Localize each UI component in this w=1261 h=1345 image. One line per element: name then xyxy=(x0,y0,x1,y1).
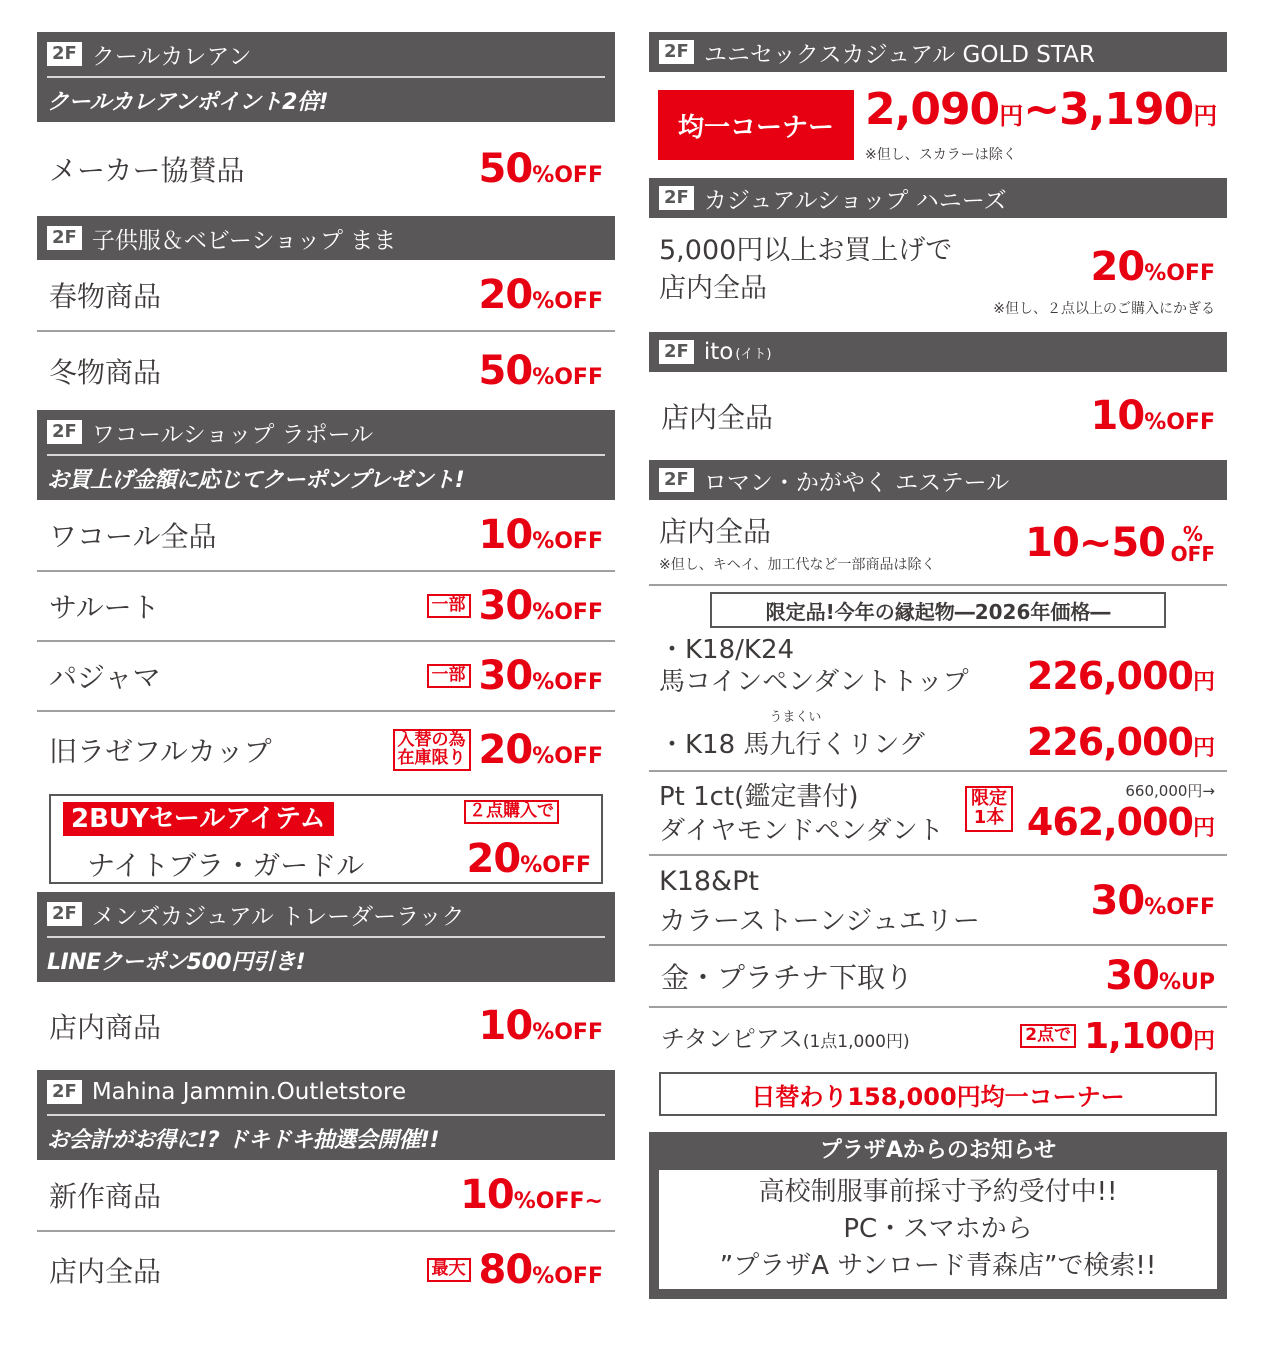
discount-value: 30 %OFF xyxy=(1090,878,1215,924)
sale-row xyxy=(649,856,1227,946)
discount-value: 20 %OFF xyxy=(478,272,603,318)
shop-header xyxy=(37,410,615,500)
shop-wacoal xyxy=(37,410,615,884)
twobuy-ribbon: 2BUYセールアイテム xyxy=(63,802,334,836)
sale-row xyxy=(649,1008,1227,1064)
sale-row xyxy=(37,572,615,642)
item-name: ・K18/K24 馬コインペンダントトップ xyxy=(659,635,969,697)
discount-value: 30 %OFF xyxy=(478,653,603,699)
tradein-value: 30 %UP xyxy=(1105,953,1215,999)
item-name: メーカー協賛品 xyxy=(49,154,245,187)
shop-esteel xyxy=(649,460,1227,1116)
even-price-block xyxy=(649,72,1227,178)
sale-row xyxy=(37,260,615,332)
shop-name: ロマン・かがやく エステール xyxy=(703,469,1010,496)
price-range: 2,090 円 ~ 3,190 円 xyxy=(865,84,1218,135)
shop-header xyxy=(649,178,1227,218)
twobuy-box xyxy=(49,794,603,884)
two-item-tag: ２点購入で xyxy=(464,800,559,824)
shop-header xyxy=(649,32,1227,72)
left-column xyxy=(37,32,615,1308)
discount-value: 10 %OFF xyxy=(478,1003,603,1049)
shop-header xyxy=(649,332,1227,372)
discount-value: 50 %OFF xyxy=(478,146,603,192)
shop-promo: お買上げ金額に応じてクーポンプレゼント! xyxy=(47,454,605,500)
discount-value: 80 %OFF xyxy=(478,1247,603,1293)
price-value: 226,000 円 xyxy=(1026,720,1215,764)
discount-value: 50 %OFF xyxy=(478,348,603,394)
item-name: ナイトブラ・ガードル xyxy=(87,849,365,882)
item-name: Pt 1ct(鑑定書付) ダイヤモンドペンダント xyxy=(659,782,944,846)
sale-row xyxy=(37,712,615,788)
shop-name: Mahina Jammin.Outletstore xyxy=(91,1079,407,1105)
right-column xyxy=(649,32,1227,1299)
floor-badge: 2F xyxy=(47,420,82,444)
price-note: ※但し、スカラーは除く xyxy=(865,147,1017,163)
shop-name: メンズカジュアル トレーダーラック xyxy=(91,903,465,930)
sale-row xyxy=(649,946,1227,1008)
sale-row xyxy=(37,332,615,410)
two-pieces-tag: 2点で xyxy=(1020,1024,1076,1048)
shop-header xyxy=(37,892,615,982)
discount-value: 20 %OFF xyxy=(478,727,603,773)
notice-title: プラザAからのお知らせ xyxy=(819,1138,1057,1163)
floor-badge: 2F xyxy=(47,902,82,926)
item-name: 旧ラゼフルカップ xyxy=(49,735,272,768)
notice-body: 高校制服事前採寸予約受付中!! PC・スマホから ”プラザA サンロード青森店”で検索!! xyxy=(659,1170,1217,1289)
shop-name: ito xyxy=(703,339,734,365)
item-name: パジャマ xyxy=(49,661,161,694)
price-value: 462,000 円 xyxy=(1026,800,1215,844)
item-name: サルート xyxy=(49,591,160,624)
item-name: 店内全品 xyxy=(661,401,774,434)
original-price: 660,000円→ xyxy=(1125,782,1215,800)
shop-name: カジュアルショップ ハニーズ xyxy=(703,187,1007,214)
sale-row xyxy=(37,1232,615,1308)
price-value: 1,100 円 xyxy=(1084,1015,1215,1057)
sale-row xyxy=(37,982,615,1070)
product-row xyxy=(649,772,1227,856)
item-name: 5,000円以上お買上げで 店内全品 xyxy=(659,235,953,304)
partial-tag: 一部 xyxy=(427,664,471,688)
item-name: K18&Pt カラーストーンジュエリー xyxy=(659,866,980,937)
limited-one-tag: 限定 1本 xyxy=(965,786,1013,832)
shop-coolcarean xyxy=(37,32,615,216)
sale-row xyxy=(37,1160,615,1232)
discount-value: 10 %OFF~ xyxy=(460,1172,603,1218)
shop-mama xyxy=(37,216,615,410)
shop-promo: お会計がお得に!? ドキドキ抽選会開催!! xyxy=(47,1114,605,1160)
partial-tag: 一部 xyxy=(427,594,471,618)
item-name: 新作商品 xyxy=(49,1180,162,1213)
floor-badge: 2F xyxy=(47,226,82,250)
item-name: ・K18 うまくい 馬九行くリング xyxy=(659,724,925,761)
floor-badge: 2F xyxy=(659,186,694,210)
discount-value: 10 %OFF xyxy=(478,512,603,558)
product-row xyxy=(649,628,1227,700)
item-name: 春物商品 xyxy=(49,280,162,313)
shop-goldstar xyxy=(649,32,1227,178)
floor-badge: 2F xyxy=(47,42,82,66)
item-name: 店内全品 xyxy=(49,1255,162,1288)
discount-value: 20 %OFF xyxy=(466,836,591,882)
sale-row xyxy=(37,500,615,572)
sale-row xyxy=(37,122,615,216)
even-corner-label: 均一コーナー xyxy=(658,90,854,160)
shop-name: ユニセックスカジュアル GOLD STAR xyxy=(703,41,1095,68)
item-name: 金・プラチナ下取り xyxy=(661,961,914,994)
limited-title: 限定品!今年の縁起物―2026年価格― xyxy=(710,592,1166,628)
shop-promo: クールカレアンポイント2倍! xyxy=(47,76,605,122)
shop-header xyxy=(37,216,615,260)
notice-box xyxy=(649,1132,1227,1299)
percent-off-label: % OFF xyxy=(1170,522,1215,566)
discount-value: 10~50 xyxy=(1025,520,1165,566)
shop-name-kana: (イト) xyxy=(735,346,772,362)
item-name: チタンピアス(1点1,000円) xyxy=(661,1024,910,1053)
discount-value: 20 %OFF xyxy=(1090,244,1215,290)
shop-name: クールカレアン xyxy=(91,43,252,70)
daily-even-corner: 日替わり158,000円均一コーナー xyxy=(659,1072,1217,1116)
shop-traderack xyxy=(37,892,615,1070)
sale-row xyxy=(37,642,615,712)
shop-header xyxy=(37,32,615,122)
discount-value: 10 %OFF xyxy=(1090,393,1215,439)
sale-row xyxy=(649,372,1227,460)
condition-note: ※但し、２点以上のご購入にかぎる xyxy=(993,301,1215,317)
product-row xyxy=(649,700,1227,772)
price-value: 226,000 円 xyxy=(1026,654,1215,698)
shop-name: 子供服＆ベビーショップ まま xyxy=(91,227,397,254)
shop-mahina xyxy=(37,1070,615,1308)
item-name: 店内商品 xyxy=(49,1011,162,1044)
item-name: 冬物商品 xyxy=(49,356,162,389)
shop-name: ワコールショップ ラポール xyxy=(91,421,374,448)
floor-badge: 2F xyxy=(659,40,694,64)
item-name: 店内全品 xyxy=(659,515,772,548)
floor-badge: 2F xyxy=(659,468,694,492)
shop-ito xyxy=(649,332,1227,460)
max-tag: 最大 xyxy=(427,1258,471,1282)
discount-value: 30 %OFF xyxy=(478,583,603,629)
stock-limited-tag: 入替の為 在庫限り xyxy=(393,729,471,771)
sale-row xyxy=(649,500,1227,586)
sale-row xyxy=(649,218,1227,332)
shop-honeys xyxy=(649,178,1227,332)
ruby-reading: うまくい xyxy=(769,710,822,725)
floor-badge: 2F xyxy=(47,1080,82,1104)
shop-header xyxy=(37,1070,615,1160)
exclusion-note: ※但し、キヘイ、加工代など一部商品は除く xyxy=(659,557,936,573)
shop-promo: LINEクーポン500円引き! xyxy=(47,936,605,982)
shop-header xyxy=(649,460,1227,500)
floor-badge: 2F xyxy=(659,340,694,364)
item-name: ワコール全品 xyxy=(49,520,217,553)
